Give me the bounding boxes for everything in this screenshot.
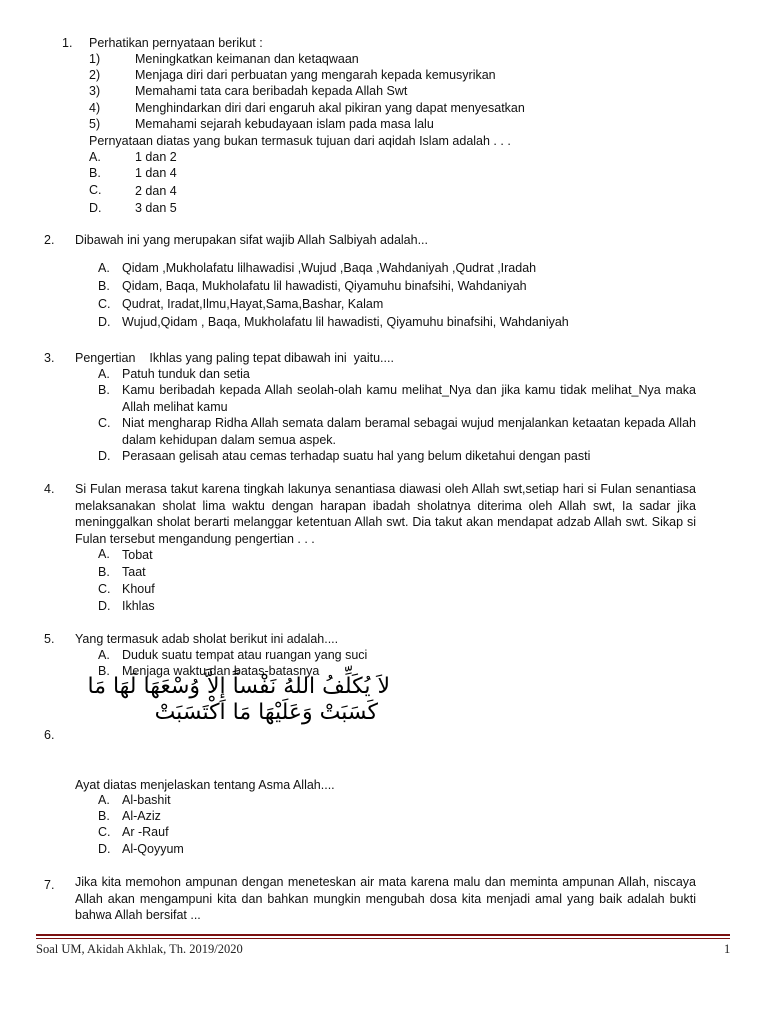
statement-text: Menghindarkan diri dari engaruh akal pikiran yang dapat menyesatkan: [135, 101, 525, 115]
footer-title: Soal UM, Akidah Akhlak, Th. 2019/2020: [36, 942, 243, 956]
option-letter: D.: [98, 842, 111, 856]
option-text: 1 dan 2: [135, 150, 177, 164]
option-text: Wujud,Qidam , Baqa, Mukholafatu lil hawadisti, Qiyamuhu binafsihi, Wahdaniyah: [122, 315, 569, 329]
option-text: 3 dan 5: [135, 201, 177, 215]
statement-number: 3): [89, 84, 101, 98]
option-letter: D.: [98, 599, 111, 613]
option-text: Taat: [122, 565, 146, 579]
statement-number: 4): [89, 101, 101, 115]
question-number: 4.: [44, 482, 55, 496]
arabic-verse-line-1: لاَ يُكَلِّفُ اللهُ نَفْساً إِلاَّ وُسْعَهَا لَهَا مَا: [87, 674, 390, 699]
option-text: Ar -Rauf: [122, 825, 169, 839]
arabic-verse-line-2: كَسَبَتْ وَعَلَيْهَا مَا اكْتَسَبَتْ: [154, 700, 378, 725]
statement-text: Menjaga diri dari perbuatan yang mengarah kepada kemusyrikan: [135, 68, 496, 82]
option-text: 2 dan 4: [135, 184, 177, 198]
option-text: Qudrat, Iradat,Ilmu,Hayat,Sama,Bashar, Kalam: [122, 297, 384, 311]
question-number: 5.: [44, 632, 55, 646]
option-text: Perasaan gelisah atau cemas terhadap suatu hal yang belum diketahui dengan pasti: [122, 449, 591, 463]
option-text: Qidam, Baqa, Mukholafatu lil hawadisti, Qiyamuhu binafsihi, Wahdaniyah: [122, 279, 527, 293]
arabic-verse: [87, 672, 390, 725]
option-text: Al-bashit: [122, 793, 171, 807]
option-text: Niat mengharap Ridha Allah semata dalam beramal sebagai wujud menjalankan ketaatan kepada Allah dalam kehidupan dalam semua aspek.: [122, 416, 696, 447]
option-letter: B.: [98, 565, 110, 579]
question-stem: Pengertian Ikhlas yang paling tepat dibawah ini yaitu....: [75, 351, 394, 365]
option-text: Kamu beribadah kepada Allah seolah-olah kamu melihat_Nya dan jika kamu tidak melihat_Nya maka Allah melihat kamu: [122, 383, 696, 414]
option-text: 1 dan 4: [135, 166, 177, 180]
option-letter: A.: [98, 261, 110, 275]
option-text: Al-Qoyyum: [122, 842, 184, 856]
question-number: 3.: [44, 351, 55, 365]
option-letter: A.: [98, 648, 110, 662]
question-stem: Perhatikan pernyataan berikut :: [89, 36, 263, 50]
statement-number: 5): [89, 117, 101, 131]
question-stem: Ayat diatas menjelaskan tentang Asma Allah....: [75, 778, 335, 792]
question-prompt: Pernyataan diatas yang bukan termasuk tujuan dari aqidah Islam adalah . . .: [89, 134, 511, 148]
question-number: 2.: [44, 233, 55, 247]
question-number: 6.: [44, 728, 55, 742]
option-letter: A.: [98, 547, 110, 561]
option-letter: B.: [89, 166, 101, 180]
statement-number: 2): [89, 68, 101, 82]
question-stem: Jika kita memohon ampunan dengan meneteskan air mata karena malu dan meminta ampunan Allah, niscaya Allah akan mengampuni kita dan bahkan mungkin mengubah dosa kita menjadi amal yang baik adalah bukti bahwa Allah bersifat ...: [75, 875, 696, 922]
option-text: Qidam ,Mukholafatu lilhawadisi ,Wujud ,Baqa ,Wahdaniyah ,Qudrat ,Iradah: [122, 261, 537, 275]
option-letter: A.: [89, 150, 101, 164]
option-letter: C.: [89, 183, 102, 197]
option-letter: D.: [89, 201, 102, 215]
question-stem: Yang termasuk adab sholat berikut ini adalah....: [75, 632, 339, 646]
option-text: Khouf: [122, 582, 155, 596]
option-text: Patuh tunduk dan setia: [122, 367, 250, 381]
option-letter: C.: [98, 582, 111, 596]
statement-text: Memahami tata cara beribadah kepada Allah Swt: [135, 84, 408, 98]
option-letter: B.: [98, 809, 110, 823]
footer-rule: [36, 934, 730, 936]
option-letter: C.: [98, 416, 111, 430]
question-number: 7.: [44, 878, 55, 892]
footer-rule-thin: [36, 938, 730, 939]
option-text: Al-Aziz: [122, 809, 161, 823]
question-stem: Dibawah ini yang merupakan sifat wajib Allah Salbiyah adalah...: [75, 233, 428, 247]
option-letter: C.: [98, 825, 111, 839]
question-stem: Si Fulan merasa takut karena tingkah lakunya senantiasa diawasi oleh Allah swt,setiap hari si Fulan senantiasa melaksanakan sholat lima waktu dengan harapan ibadah sholatnya diterima oleh Allah swt, Ia sadar jika meninggalkan sholat berarti melanggar ketentuan Allah swt. Dia takut akan mendapat adzab Allah swt. Sikap si Fulan tersebut mengandung pengertian . . .: [75, 482, 696, 546]
statement-text: Memahami sejarah kebudayaan islam pada masa lalu: [135, 117, 434, 131]
option-text: Ikhlas: [122, 599, 155, 613]
statement-number: 1): [89, 52, 101, 66]
option-letter: B.: [98, 279, 110, 293]
option-letter: D.: [98, 449, 111, 463]
option-text: Duduk suatu tempat atau ruangan yang suci: [122, 648, 368, 662]
option-letter: A.: [98, 793, 110, 807]
option-letter: B.: [98, 383, 110, 397]
option-letter: D.: [98, 315, 111, 329]
statement-text: Meningkatkan keimanan dan ketaqwaan: [135, 52, 359, 66]
page-number: 1: [724, 942, 731, 956]
option-letter: A.: [98, 367, 110, 381]
option-text: Menjaga waktu dan batas-batasnya: [122, 664, 320, 678]
option-letter: B.: [98, 664, 110, 678]
option-letter: C.: [98, 297, 111, 311]
question-number: 1.: [62, 36, 73, 50]
option-text: Tobat: [122, 548, 153, 562]
